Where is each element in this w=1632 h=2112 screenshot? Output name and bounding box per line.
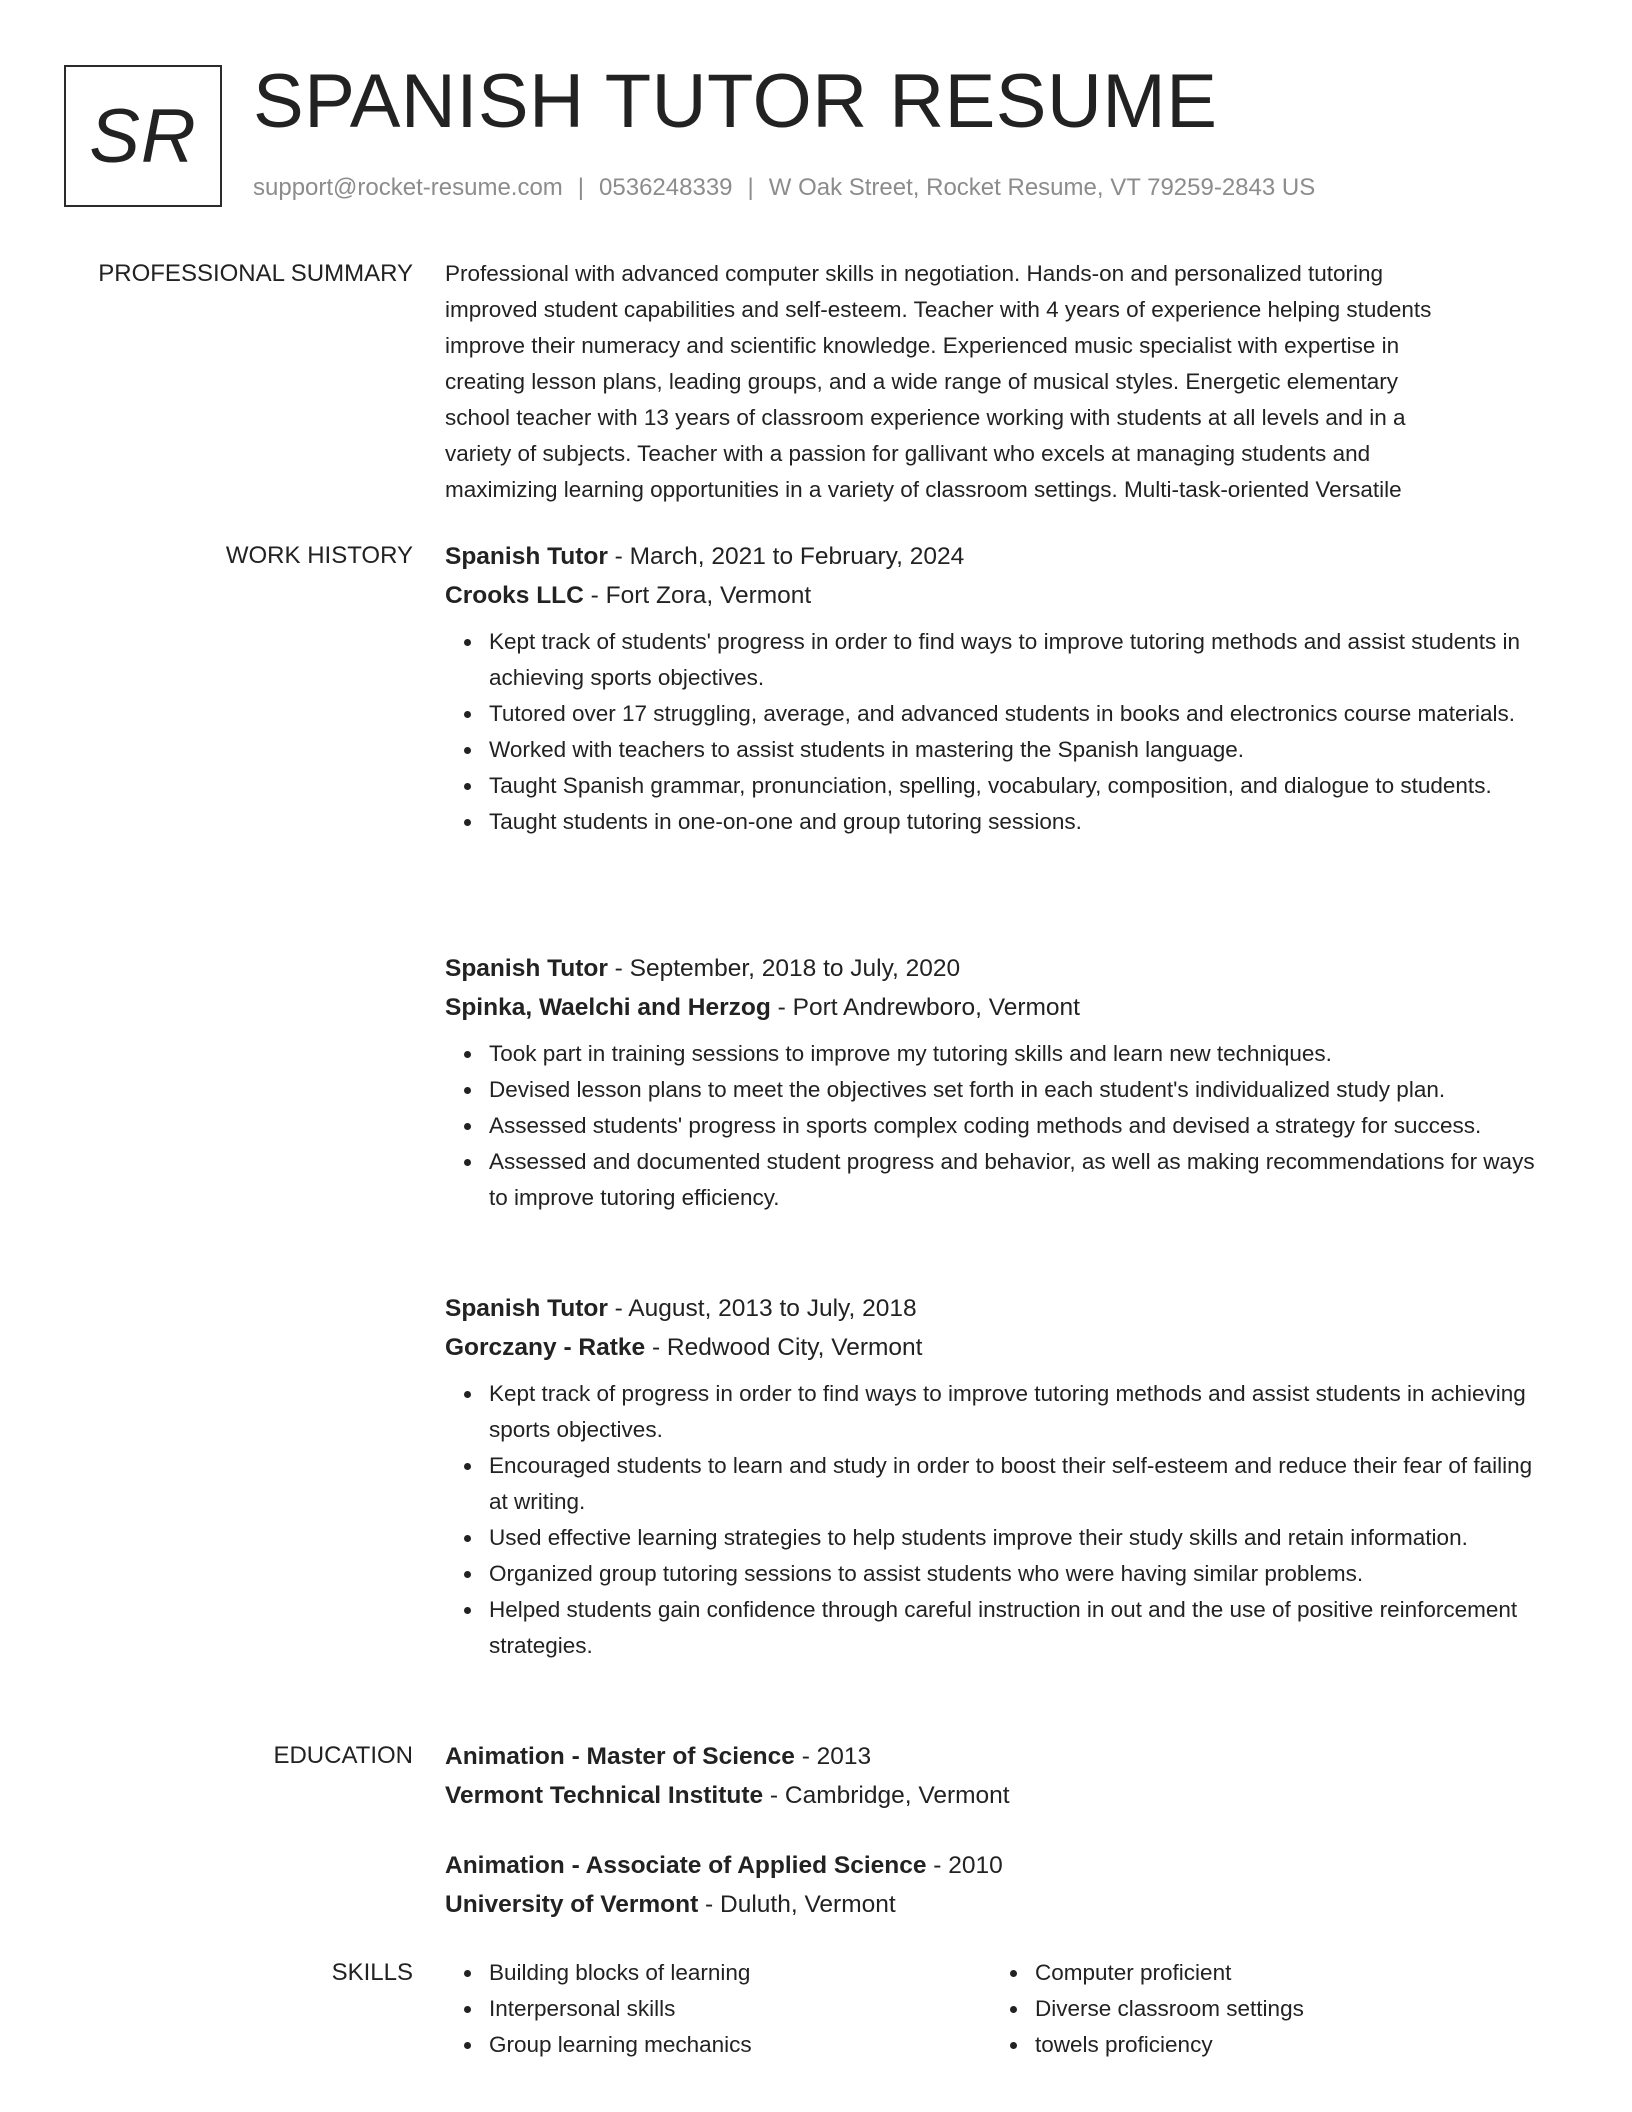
job-bullets (445, 1376, 1555, 1664)
job-bullet: Helped students gain confidence through careful instruction in out and the use of positive reinforcement strategies. (489, 1592, 1555, 1664)
summary-line: maximizing learning opportunities in a variety of classroom settings. Multi-task-oriented Versatile (445, 477, 1402, 502)
job-bullets (445, 624, 1555, 840)
job-title-line (445, 949, 1555, 988)
summary-line: improved student capabilities and self-esteem. Teacher with 4 years of experience helping students (445, 297, 1432, 322)
resume-title: SPANISH TUTOR RESUME (253, 59, 1218, 144)
job-title: Spanish Tutor (445, 543, 608, 570)
section-label-summary: PROFESSIONAL SUMMARY (98, 260, 413, 287)
summary-line: school teacher with 13 years of classroom experience working with students at all levels and in a (445, 405, 1406, 430)
monogram-box: SR (64, 65, 222, 207)
skills-list (445, 1955, 991, 2063)
skills-column (445, 1955, 991, 2063)
job-dates: - March, 2021 to February, 2024 (607, 543, 965, 570)
skills-list (991, 1955, 1537, 2063)
skills-columns (445, 1955, 1555, 2063)
education-year: - 2010 (926, 1852, 1003, 1879)
skill-item: Group learning mechanics (489, 2027, 991, 2063)
education-school-line (445, 1885, 1555, 1924)
job-title-line (445, 1289, 1555, 1328)
job-bullet: Assessed and documented student progress and behavior, as well as making recommendations for ways to improve tutoring efficiency. (489, 1144, 1555, 1216)
job-bullet: Organized group tutoring sessions to assist students who were having similar problems. (489, 1556, 1555, 1592)
education-school: Vermont Technical Institute (445, 1782, 764, 1809)
education-degree-line (445, 1737, 1555, 1776)
education-degree-line (445, 1846, 1555, 1885)
contact-line (253, 172, 1315, 204)
skill-item: towels proficiency (1035, 2027, 1537, 2063)
job-entry (445, 1289, 1555, 1664)
job-location: - Port Andrewboro, Vermont (770, 994, 1080, 1021)
education-entry (445, 1846, 1555, 1924)
job-company: Gorczany - Ratke (445, 1334, 646, 1361)
education-year: - 2013 (794, 1743, 872, 1770)
job-bullet: Tutored over 17 struggling, average, and advanced students in books and electronics course materials. (489, 696, 1555, 732)
job-location: - Redwood City, Vermont (645, 1334, 923, 1361)
job-bullet: Used effective learning strategies to help students improve their study skills and retain information. (489, 1520, 1555, 1556)
summary-text (445, 256, 1555, 508)
job-title: Spanish Tutor (445, 1295, 608, 1322)
job-entry (445, 949, 1555, 1216)
contact-separator: | (577, 174, 585, 201)
skills-body (445, 1955, 1555, 2063)
section-label-work-history: WORK HISTORY (225, 542, 413, 569)
education-degree: Animation - Master of Science (445, 1743, 795, 1770)
job-bullet: Assessed students' progress in sports complex coding methods and devised a strategy for success. (489, 1108, 1555, 1144)
summary-line: Professional with advanced computer skills in negotiation. Hands-on and personalized tutoring (445, 261, 1384, 286)
contact-email: support@rocket-resume.com (253, 174, 563, 201)
skill-item: Building blocks of learning (489, 1955, 991, 1991)
contact-separator: | (747, 174, 754, 201)
job-company: Crooks LLC (445, 582, 584, 609)
job-bullet: Taught students in one-on-one and group tutoring sessions. (489, 804, 1555, 840)
contact-phone: 0536248339 (599, 174, 733, 201)
job-bullet: Encouraged students to learn and study in order to boost their self-esteem and reduce their fear of failing at writing. (489, 1448, 1555, 1520)
job-bullet: Taught Spanish grammar, pronunciation, spelling, vocabulary, composition, and dialogue to students. (489, 768, 1555, 804)
job-dates: - September, 2018 to July, 2020 (607, 955, 961, 982)
section-label-skills: SKILLS (331, 1959, 413, 1986)
summary-line: creating lesson plans, leading groups, and a wide range of musical styles. Energetic elementary (445, 369, 1399, 394)
job-title-line (445, 537, 1555, 576)
education-entry (445, 1737, 1555, 1815)
skill-item: Interpersonal skills (489, 1991, 991, 2027)
job-dates: - August, 2013 to July, 2018 (607, 1295, 917, 1322)
education-degree: Animation - Associate of Applied Science (445, 1852, 927, 1879)
job-bullet: Kept track of progress in order to find ways to improve tutoring methods and assist students in achieving sports objectives. (489, 1376, 1555, 1448)
job-company-line (445, 1328, 1555, 1367)
skills-column (991, 1955, 1537, 2063)
job-location: - Fort Zora, Vermont (583, 582, 812, 609)
skill-item: Diverse classroom settings (1035, 1991, 1537, 2027)
section-label-education: EDUCATION (273, 1742, 413, 1769)
job-bullet: Took part in training sessions to improve my tutoring skills and learn new techniques. (489, 1036, 1555, 1072)
summary-body (445, 256, 1555, 508)
job-company-line (445, 988, 1555, 1027)
education-location: - Cambridge, Vermont (763, 1782, 1010, 1809)
education-school-line (445, 1776, 1555, 1815)
job-bullets (445, 1036, 1555, 1216)
job-bullet: Devised lesson plans to meet the objectives set forth in each student's individualized study plan. (489, 1072, 1555, 1108)
job-bullet: Kept track of students' progress in order to find ways to improve tutoring methods and assist students in achieving sports objectives. (489, 624, 1555, 696)
skill-item: Computer proficient (1035, 1955, 1537, 1991)
job-title: Spanish Tutor (445, 955, 608, 982)
contact-address: W Oak Street, Rocket Resume, VT 79259-2843 US (768, 174, 1316, 201)
summary-line: improve their numeracy and scientific knowledge. Experienced music specialist with expertise in (445, 333, 1400, 358)
job-bullet: Worked with teachers to assist students in mastering the Spanish language. (489, 732, 1555, 768)
job-company: Spinka, Waelchi and Herzog (445, 994, 771, 1021)
job-entry (445, 537, 1555, 840)
education-location: - Duluth, Vermont (698, 1891, 896, 1918)
education-school: University of Vermont (445, 1891, 699, 1918)
job-company-line (445, 576, 1555, 615)
summary-line: variety of subjects. Teacher with a passion for gallivant who excels at managing students and (445, 441, 1371, 466)
